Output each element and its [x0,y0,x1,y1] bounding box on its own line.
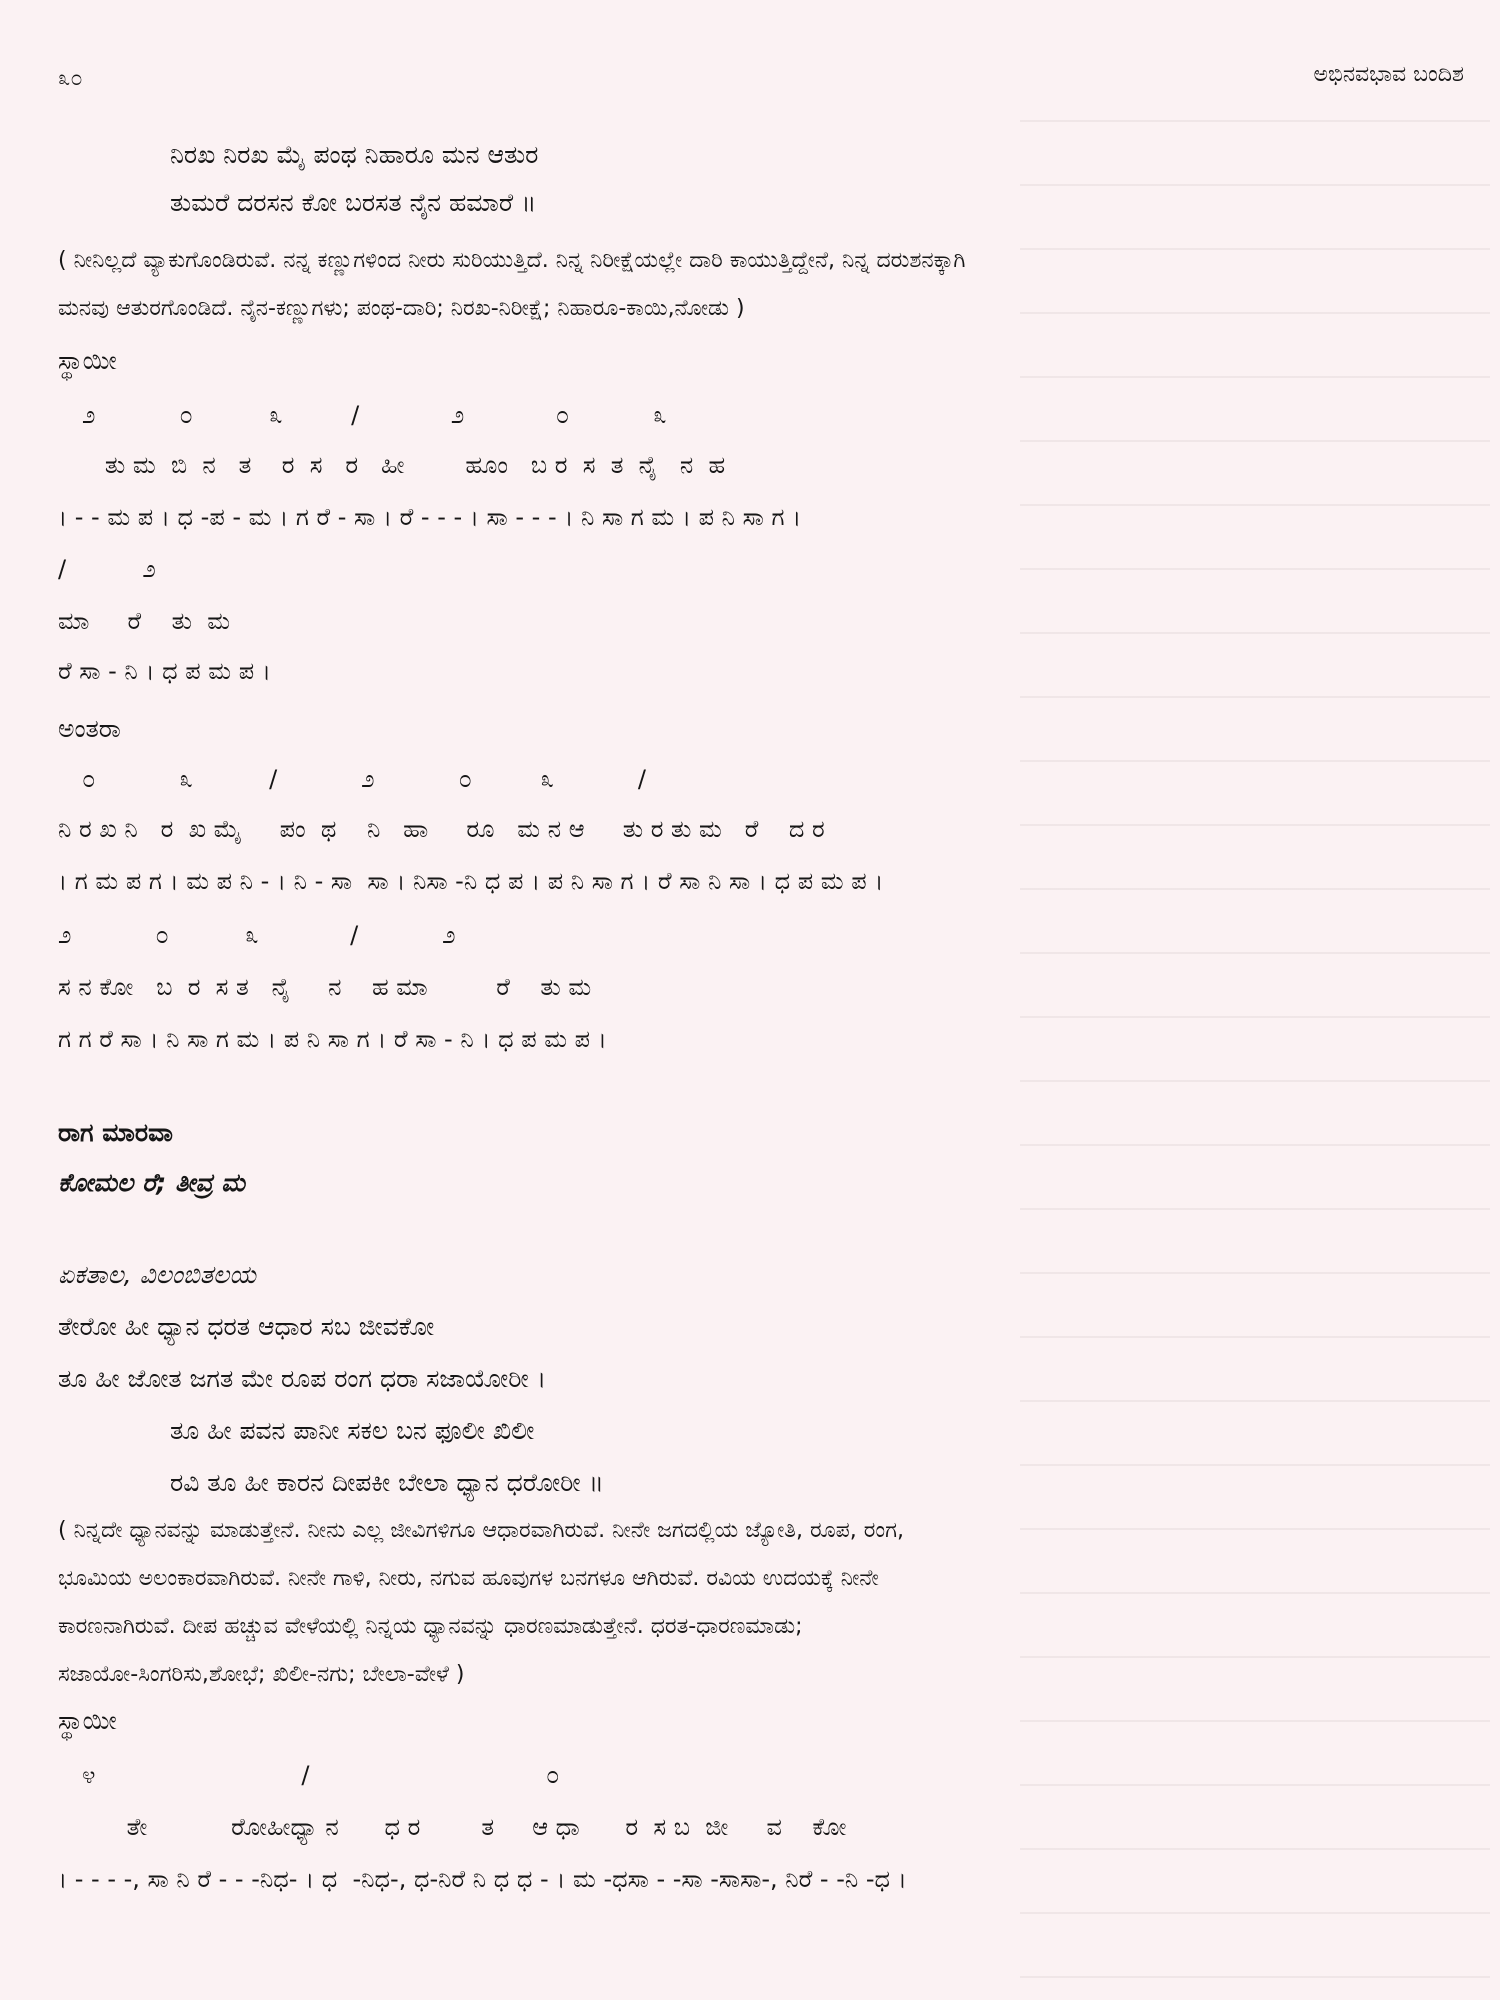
syllables-row: ತು ಮ ಬಿ ನ ತ ರ ಸ ರ ಹೀ ಹೂಂ ಬ ರ ಸ ತ ನೈ ನ ಹ [82,451,726,479]
section-heading-sthayi: ಸ್ಥಾಯೀ [58,346,117,375]
bleed-through-shadow [1020,80,1490,1980]
translation-line-3: ಕಾರಣನಾಗಿರುವೆ. ದೀಪ ಹಚ್ಚುವ ವೇಳೆಯಲ್ಲಿ ನಿನ್ನಯ ಧ್ಯಾನವನ್ನು ಧಾರಣಮಾಡುತ್ತೇನೆ. ಧರತ-ಧಾರಣಮಾಡು; [58,1614,803,1639]
swara-row: ಗ ಗ ರೆ ಸಾ । ನಿ ಸಾ ಗ ಮ । ಪ ನಿ ಸಾ ಗ । ರೆ ಸಾ - ನಿ । ಧ ಪ ಮ ಪ । [58,1025,607,1053]
swara-row: । - - - -, ಸಾ ನಿ ರೆ - - -ನಿಧ- । ಧ -ನಿಧ-, ಧ-ನಿರೆ ನಿ ಧ ಧ - । ಮ -ಧಸಾ - -ಸಾ -ಸಾಸಾ-, ನಿರೆ - -ನಿ -ಧ । [58,1865,907,1893]
beat-markers-row: ೨ ೦ ೩ / ೨ [58,921,456,949]
running-title: ಅಭಿನವಭಾವ ಬಂದಿಶ [1313,62,1464,87]
translation-line-2: ಭೂಮಿಯ ಅಲಂಕಾರವಾಗಿರುವೆ. ನೀನೇ ಗಾಳಿ, ನೀರು, ನಗುವ ಹೂವುಗಳ ಬನಗಳೂ ಆಗಿರುವೆ. ರವಿಯ ಉದಯಕ್ಕೆ ನೀನೇ [58,1566,879,1591]
syllables-row: ತೇ ರೋಹೀಧ್ಯಾ ನ ಧ ರ ತ ಆ ಧಾ ರ ಸ ಬ ಜೀ ವ ಕೋ [58,1813,847,1841]
lyric-line-4: ರವಿ ತೂ ಹೀ ಕಾರನ ದೀಪಕೀ ಬೇಲಾ ಧ್ಯಾನ ಧರೋರೀ ॥ [170,1468,604,1497]
swara-row: ರೆ ಸಾ - ನಿ । ಧ ಪ ಮ ಪ । [58,657,271,685]
section-heading-antara: ಅಂತರಾ [58,714,121,743]
lyric-line-2: ತುಮರೆ ದರಸನ ಕೋ ಬರಸತ ನೈನ ಹಮಾರೆ ॥ [170,188,537,217]
raga-notes: ಕೋಮಲ ರೆ; ತೀವ್ರ ಮ [58,1168,246,1197]
lyric-line-1: ನಿರಖ ನಿರಖ ಮೈ ಪಂಥ ನಿಹಾರೂ ಮನ ಆತುರ [170,140,539,169]
translation-line-1: ( ನೀನಿಲ್ಲದೆ ವ್ಯಾಕುಗೊಂಡಿರುವೆ. ನನ್ನ ಕಣ್ಣುಗಳಿಂದ ನೀರು ಸುರಿಯುತ್ತಿದೆ. ನಿನ್ನ ನಿರೀಕ್ಷೆಯಲ್ಲೇ ದಾರಿ ಕಾಯುತ್ತಿದ್ದೇನೆ, ನಿನ್ನ ದರುಶನಕ್ಕಾಗಿ [58,248,966,273]
translation-line-2: ಮನವು ಆತುರಗೊಂಡಿದೆ. ನೈನ-ಕಣ್ಣುಗಳು; ಪಂಥ-ದಾರಿ; ನಿರಖ-ನಿರೀಕ್ಷೆ; ನಿಹಾರೂ-ಕಾಯಿ,ನೋಡು ) [58,296,745,321]
raga-heading: ರಾಗ ಮಾರವಾ [58,1118,173,1147]
lyric-line-2: ತೂ ಹೀ ಜೋತ ಜಗತ ಮೇ ರೂಪ ರಂಗ ಧರಾ ಸಜಾಯೋರೀ । [58,1364,547,1393]
beat-markers-row: ೪ / ೦ [82,1761,560,1789]
lyric-line-1: ತೇರೋ ಹೀ ಧ್ಯಾನ ಧರತ ಆಧಾರ ಸಬ ಜೀವಕೋ [58,1312,435,1341]
syllables-row: ಸ ನ ಕೋ ಬ ರ ಸ ತ ನೈ ನ ಹ ಮಾ ರೆ ತು ಮ [58,973,592,1001]
tala-laya: ಏಕತಾಲ, ವಿಲಂಬಿತಲಯ [58,1260,256,1289]
beat-markers-row: / ೨ [58,555,156,583]
swara-row: । ಗ ಮ ಪ ಗ । ಮ ಪ ನಿ - । ನಿ - ಸಾ ಸಾ । ನಿಸಾ -ನಿ ಧ ಪ । ಪ ನಿ ಸಾ ಗ । ರೆ ಸಾ ನಿ ಸಾ । ಧ ಪ ಮ ಪ । [58,867,884,895]
beat-markers-row: ೦ ೩ / ೨ ೦ ೩ / [82,765,646,793]
translation-line-4: ಸಜಾಯೋ-ಸಿಂಗರಿಸು,ಶೋಭೆ; ಖಿಲೀ-ನಗು; ಬೇಲಾ-ವೇಳೆ ) [58,1662,465,1687]
syllables-row: ನಿ ರ ಖ ನಿ ರ ಖ ಮೈ ಪಂ ಥ ನಿ ಹಾ ರೂ ಮ ನ ಆ ತು ರ ತು ಮ ರೆ ದ ರ [58,815,825,843]
swara-row: । - - ಮ ಪ । ಧ -ಪ - ಮ । ಗ ರೆ - ಸಾ । ರೆ - - - । ಸಾ - - - । ನಿ ಸಾ ಗ ಮ । ಪ ನಿ ಸಾ ಗ । [58,503,802,531]
section-heading-sthayi: ಸ್ಥಾಯೀ [58,1706,117,1735]
lyric-line-3: ತೂ ಹೀ ಪವನ ಪಾನೀ ಸಕಲ ಬನ ಫೂಲೀ ಖಿಲೀ [170,1416,535,1445]
syllables-row: ಮಾ ರೆ ತು ಮ [58,607,231,635]
page-number: ೩೦ [58,66,83,91]
translation-line-1: ( ನಿನ್ನದೇ ಧ್ಯಾನವನ್ನು ಮಾಡುತ್ತೇನೆ. ನೀನು ಎಲ್ಲ ಜೀವಿಗಳಿಗೂ ಆಧಾರವಾಗಿರುವೆ. ನೀನೇ ಜಗದಲ್ಲಿಯ ಜ್ಯೋತಿ, ರೂಪ, ರಂಗ, [58,1518,904,1543]
beat-markers-row: ೨ ೦ ೩ / ೨ ೦ ೩ [82,401,667,429]
